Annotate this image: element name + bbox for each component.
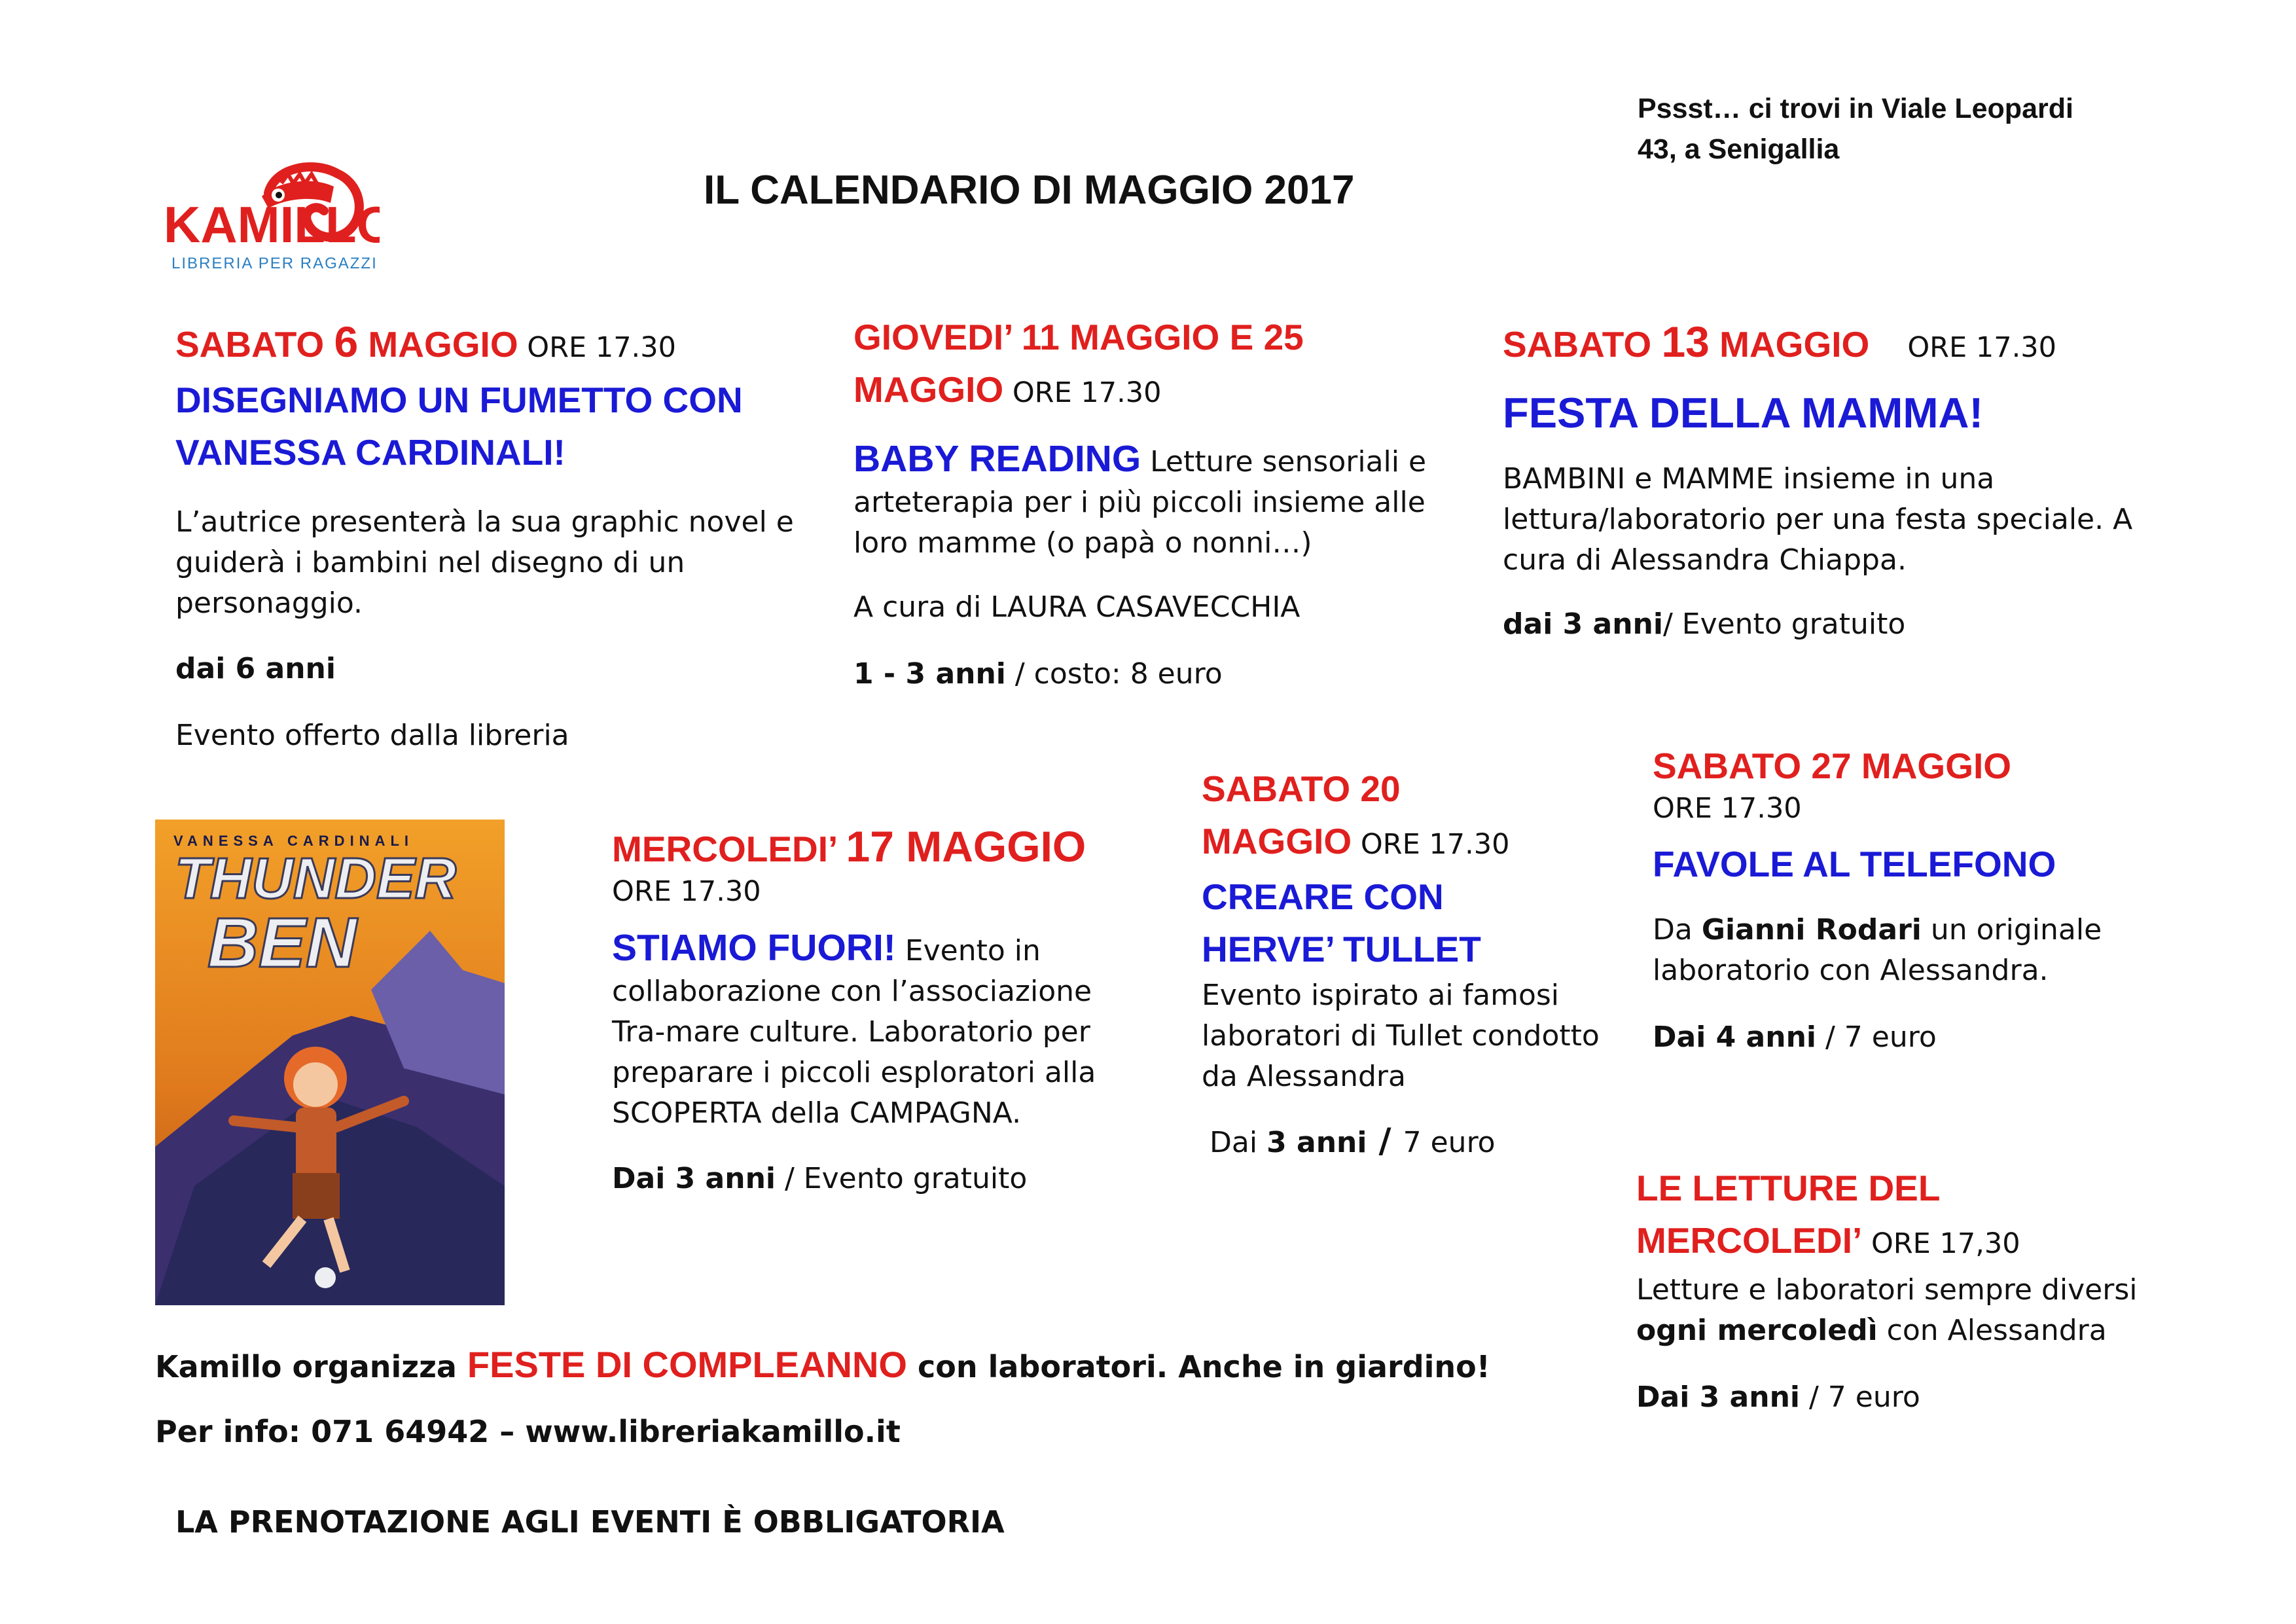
event-title-line-1: LE LETTURE DEL	[1636, 1168, 1941, 1208]
event-description: Da Gianni Rodari un originale laboratorio con Alessandra.	[1653, 913, 2102, 987]
booking-notice: LA PRENOTAZIONE AGLI EVENTI È OBBLIGATORIA	[175, 1504, 1005, 1540]
address	[1638, 88, 2161, 170]
event-time: ORE 17.30	[612, 875, 761, 908]
page-title: IL CALENDARIO DI MAGGIO 2017	[704, 168, 1355, 213]
event-sabato-6-maggio	[175, 316, 830, 756]
event-description: Evento ispirato ai famosi laboratori di Tullet condotto da Alessandra	[1202, 979, 1600, 1093]
event-age-cost: Dai 4 anni / 7 euro	[1653, 1020, 1937, 1054]
chameleon-icon	[164, 157, 380, 275]
event-sabato-20-maggio	[1202, 763, 1607, 1163]
event-age-cost: Dai 3 anni / 7 euro	[1210, 1121, 1496, 1161]
event-title: FESTA DELLA MAMMA!	[1503, 389, 1984, 437]
event-giovedi-11-25-maggio	[853, 311, 1469, 695]
address-line-1: Pssst… ci trovi in Viale Leopardi	[1638, 93, 2073, 124]
svg-text:KAMILLO: KAMILLO	[164, 196, 380, 253]
event-title-line-2: MERCOLEDI’ ORE 17,30	[1636, 1220, 2020, 1261]
event-age-cost: Dai 3 anni / Evento gratuito	[612, 1162, 1028, 1195]
svg-text:LIBRERIA PER RAGAZZI: LIBRERIA PER RAGAZZI	[171, 255, 378, 272]
event-age-cost: dai 3 anni/ Evento gratuito	[1503, 607, 1906, 641]
event-description: BABY READING Letture sensoriali e arteterapia per i più piccoli insieme alle loro mamme (o papà o nonni…)	[853, 438, 1427, 560]
event-curator: A cura di LAURA CASAVECCHIA	[853, 590, 1300, 624]
svg-text:VANESSA CARDINALI: VANESSA CARDINALI	[173, 833, 414, 849]
event-title-line-1: CREARE CON	[1202, 876, 1444, 917]
book-cover-thunder-ben	[155, 820, 505, 1305]
event-description: BAMBINI e MAMME insieme in una lettura/laboratorio per una festa speciale. A cura di Alessandra Chiappa.	[1503, 462, 2133, 577]
event-description: Letture e laboratori sempre diversi ogni mercoledì con Alessandra	[1636, 1273, 2138, 1347]
event-letture-del-mercoledi	[1636, 1162, 2186, 1418]
event-title: FAVOLE AL TELEFONO	[1653, 844, 2056, 884]
event-date-line-2: MAGGIO ORE 17.30	[1202, 821, 1510, 861]
svg-text:BEN: BEN	[207, 903, 357, 982]
contact-info: Per info: 071 64942 – www.libreriakamillo.it	[155, 1414, 901, 1449]
event-mercoledi-17-maggio	[612, 820, 1149, 1199]
event-age: dai 6 anni	[175, 652, 336, 685]
event-sabato-13-maggio	[1503, 316, 2157, 645]
event-date-line-2: MAGGIO ORE 17.30	[853, 369, 1162, 410]
event-title: DISEGNIAMO UN FUMETTO CON VANESSA CARDINALI!	[175, 380, 743, 473]
event-title-line-2: HERVE’ TULLET	[1202, 929, 1481, 969]
event-time: ORE 17.30	[1653, 792, 1802, 825]
event-date: SABATO 27 MAGGIO	[1653, 746, 2012, 786]
kamillo-logo	[164, 157, 380, 275]
event-age-cost: Dai 3 anni / 7 euro	[1636, 1380, 1920, 1414]
event-date: MERCOLEDI’ 17 MAGGIO	[612, 822, 1086, 871]
event-description: STIAMO FUORI! Evento in collaborazione con l’associazione Tra-mare culture. Laboratorio per preparare i piccoli esploratori alla SCOPERTA della CAMPAGNA.	[612, 927, 1096, 1130]
event-date: SABATO 6 MAGGIO ORE 17.30	[175, 317, 676, 366]
event-date-line-1: GIOVEDI’ 11 MAGGIO E 25	[853, 317, 1304, 357]
event-note: Evento offerto dalla libreria	[175, 719, 569, 752]
address-line-2: 43, a Senigallia	[1638, 134, 1840, 165]
event-description: L’autrice presenterà la sua graphic novel e guiderà i bambini nel disegno di un personaggio.	[175, 505, 794, 620]
svg-text:THUNDER: THUNDER	[175, 846, 457, 911]
birthday-parties-line: Kamillo organizza FESTE DI COMPLEANNO con laboratori. Anche in giardino!	[155, 1344, 1490, 1385]
event-date-line-1: SABATO 20	[1202, 768, 1401, 809]
event-sabato-27-maggio	[1653, 740, 2189, 1058]
event-age-cost: 1 - 3 anni / costo: 8 euro	[853, 657, 1223, 691]
event-date: SABATO 13 MAGGIO ORE 17.30	[1503, 317, 2056, 366]
